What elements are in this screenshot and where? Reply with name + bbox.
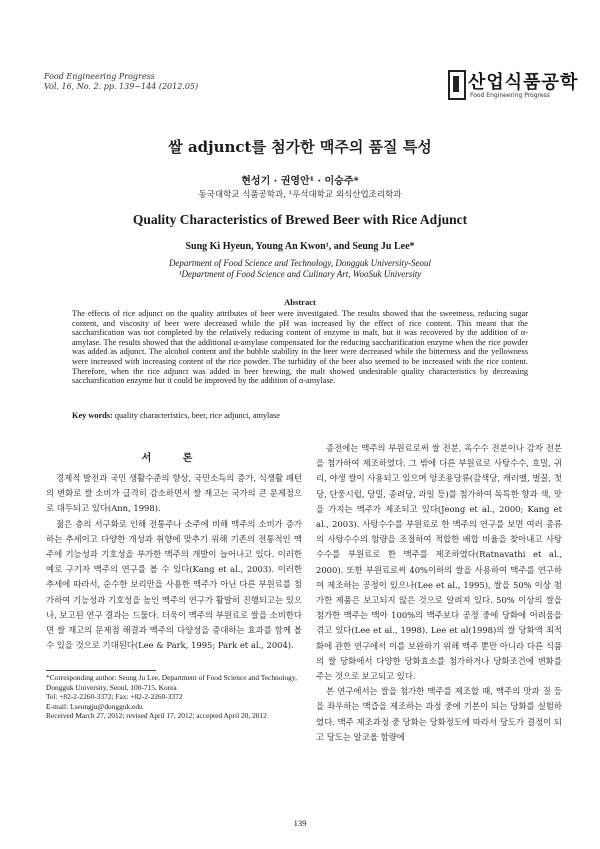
footnote-corresponding: *Corresponding author: Seung Ju Lee, Department of Food Science and Technology, Dongguk University, Seoul, 100-715, Korea (46, 673, 297, 692)
column-left (46, 471, 302, 653)
keywords (72, 411, 528, 420)
paragraph: 종전에는 맥주의 부원료로써 쌀 전분, 옥수수 전분이나 감자 전분을 첨가하여 제조하였다. 그 밖에 다른 부원료로 사탕수수, 호밀, 귀리, 야생 쌀이 사용되고 있으며 앙조용당류(감색당, 캐러멜, 벌꿀, 첫당, 단풍시럽, 당밀, 종려당, 과일 등)를 첨가하여 독특한 향과 색, 맛을 가지는 맥주가 제조되고 있다(Jeong et al., 2000; Kang et al., 2003). 사탕수수를 부원료로 한 맥주의 연구를 보면 여러 종류의 사탕수수의 함량을 조절하여 적합한 배합 비율을 찾아내고 사탕수수를 부원료로 한 맥주를 제조하였다(Ratnavathi et al., 2000). 또한 부원료로써 40%이하의 쌀을 사용하여 맥주를 연구하여 제조하는 공정이 있으나(Lee et al., 1995), 쌀을 50% 이상 첨가한 제품은 보고되지 않은 것으로 알려져 있다. 50% 이상의 쌀을 첨가한 맥주는 맥아 100%의 맥주보다 공정 중에 당화에 어려움을 겪고 있다(Lee et al., 1998). Lee et al(1998)의 쌀 당화액 최적화에 관한 연구에서 이를 보완하기 위해 맥주 뿐만 아니라 다른 식품의 쌀 당화에서 다양한 당화효소를 첨가하거나 당화조건에 변화를 주는 것으로 보고되고 있다. (316, 443, 562, 682)
title-english: Quality Characteristics of Brewed Beer with Rice Adjunct (132, 212, 468, 227)
paragraph: 본 연구에서는 쌀을 첨가한 맥주를 제조할 때, 맥주의 맛과 질 등을 좌우하는 맥즙을 제조하는 과정 중에 기본이 되는 당화를 실험하였다. 맥주 제조과정 중 당화는 당화정도에 따라서 당도가 결정이 되고 당도는 알코올 함량에 (316, 686, 562, 742)
logo-mark-icon (448, 70, 466, 100)
journal-citation (44, 72, 198, 92)
footnote-dates: Received March 27, 2012; revised April 17, 2012; accepted April 20, 2012 (46, 711, 267, 721)
footnote-tel: Tel: +82-2-2260-3372; Fax: +82-2-2260-3372 (46, 692, 183, 702)
keywords-text: quality characteristics, beer, rice adjunct, amylase (114, 411, 280, 420)
keywords-label: Key words: (72, 411, 113, 420)
authors-english: Sung Ki Hyeun, Young An Kwon¹, and Seung Ju Lee* (185, 241, 415, 252)
footnote-email: E-mail: Lseungju@dongguk.edu (46, 701, 143, 711)
abstract-text: The effects of rice adjunct on the quality attributes of beer were investigated. The results showed that the sweetness, reducing sugar content, and viscosity of beer were decreased while the pH was increased by the effect of rice content. This meant that the saccharification was not completed by the relatively reducing content of enzyme in malt, but it was recovered by the addition of α-amylase. The results showed that the additional α-amylase compensated for the reducing saccharification enzyme when the rice powder was added as adjunct. The alcohol content and the bubble stability in the beer were decreased while the bitterness and the yellowness were increased with increasing content of the rice powder. The turbidity of the beer also seemed to be increased with the rice content. Therefore, when the rice adjunct was added in beer brewing, the malt showed undesirable quality characteristics by decreasing saccharification enzyme but it could be improved by the addition of α-amylase. (72, 309, 528, 386)
page-number: 139 (293, 818, 307, 828)
footnote-divider (46, 670, 156, 671)
paragraph: 젊은 층의 서구화로 인해 전통주나 소주에 비해 맥주의 소비가 증가하는 추세이고 다양한 개성과 취향에 맞추기 위해 기존의 전통적인 맥주에 기능성과 기호성을 부가한 맥주의 개발이 늘어나고 있다. 이러한 예로 구기자 맥주의 연구를 볼 수 있다(Kang et al., 2003). 이러한 추세에 따라서, 순수한 보리만을 사용한 맥주가 아닌 다른 부원료를 첨가하여 기능성과 기호성을 높인 맥주의 연구가 활발히 진행되고는 있으나, 보고된 연구 결과는 드물다. 더욱이 맥주의 부원료로 쌀을 소비한다면 쌀 재고의 문제점 해결과 맥주의 다양성을 증대하는 효과를 함께 볼 수 있을 것으로 기대된다(Lee & Park, 1995; Park et al., 2004). (46, 518, 302, 651)
journal-logo (448, 68, 579, 104)
journal-name: Food Engineering Progress (44, 72, 155, 81)
section-heading-introduction: 서 론 (141, 453, 207, 464)
paragraph: 경제적 발전과 국민 생활수준의 향상, 국민소득의 증가, 식생활 패턴의 변화로 쌀 소비가 급격히 감소하면서 쌀 재고는 국가의 큰 문제점으로 대두되고 있다(Ann, 1998). (46, 473, 302, 514)
affiliation-korean: 동국대학교 식품공학과, ¹우석대학교 외식산업조리학과 (198, 190, 402, 200)
footnote (46, 673, 302, 721)
logo-subtitle: Food Engineering Progress (470, 92, 550, 99)
logo-text: 산업식품공학 (468, 72, 579, 93)
title-korean: 쌀 adjunct를 첨가한 맥주의 품질 특성 (168, 138, 432, 156)
journal-volume: Vol. 16, No. 2. pp. 139~144 (2012.05) (44, 82, 199, 91)
authors-korean: 현성기 · 권영안¹ · 이승주* (241, 176, 359, 187)
affiliation-english-2: ¹Department of Food Science and Culinary Art, WooSuk University (178, 269, 422, 279)
column-right (316, 441, 562, 745)
affiliation-english (0, 258, 600, 280)
abstract-heading: Abstract (284, 297, 316, 307)
affiliation-english-1: Department of Food Science and Technology, Dongguk University-Seoul (168, 258, 432, 268)
